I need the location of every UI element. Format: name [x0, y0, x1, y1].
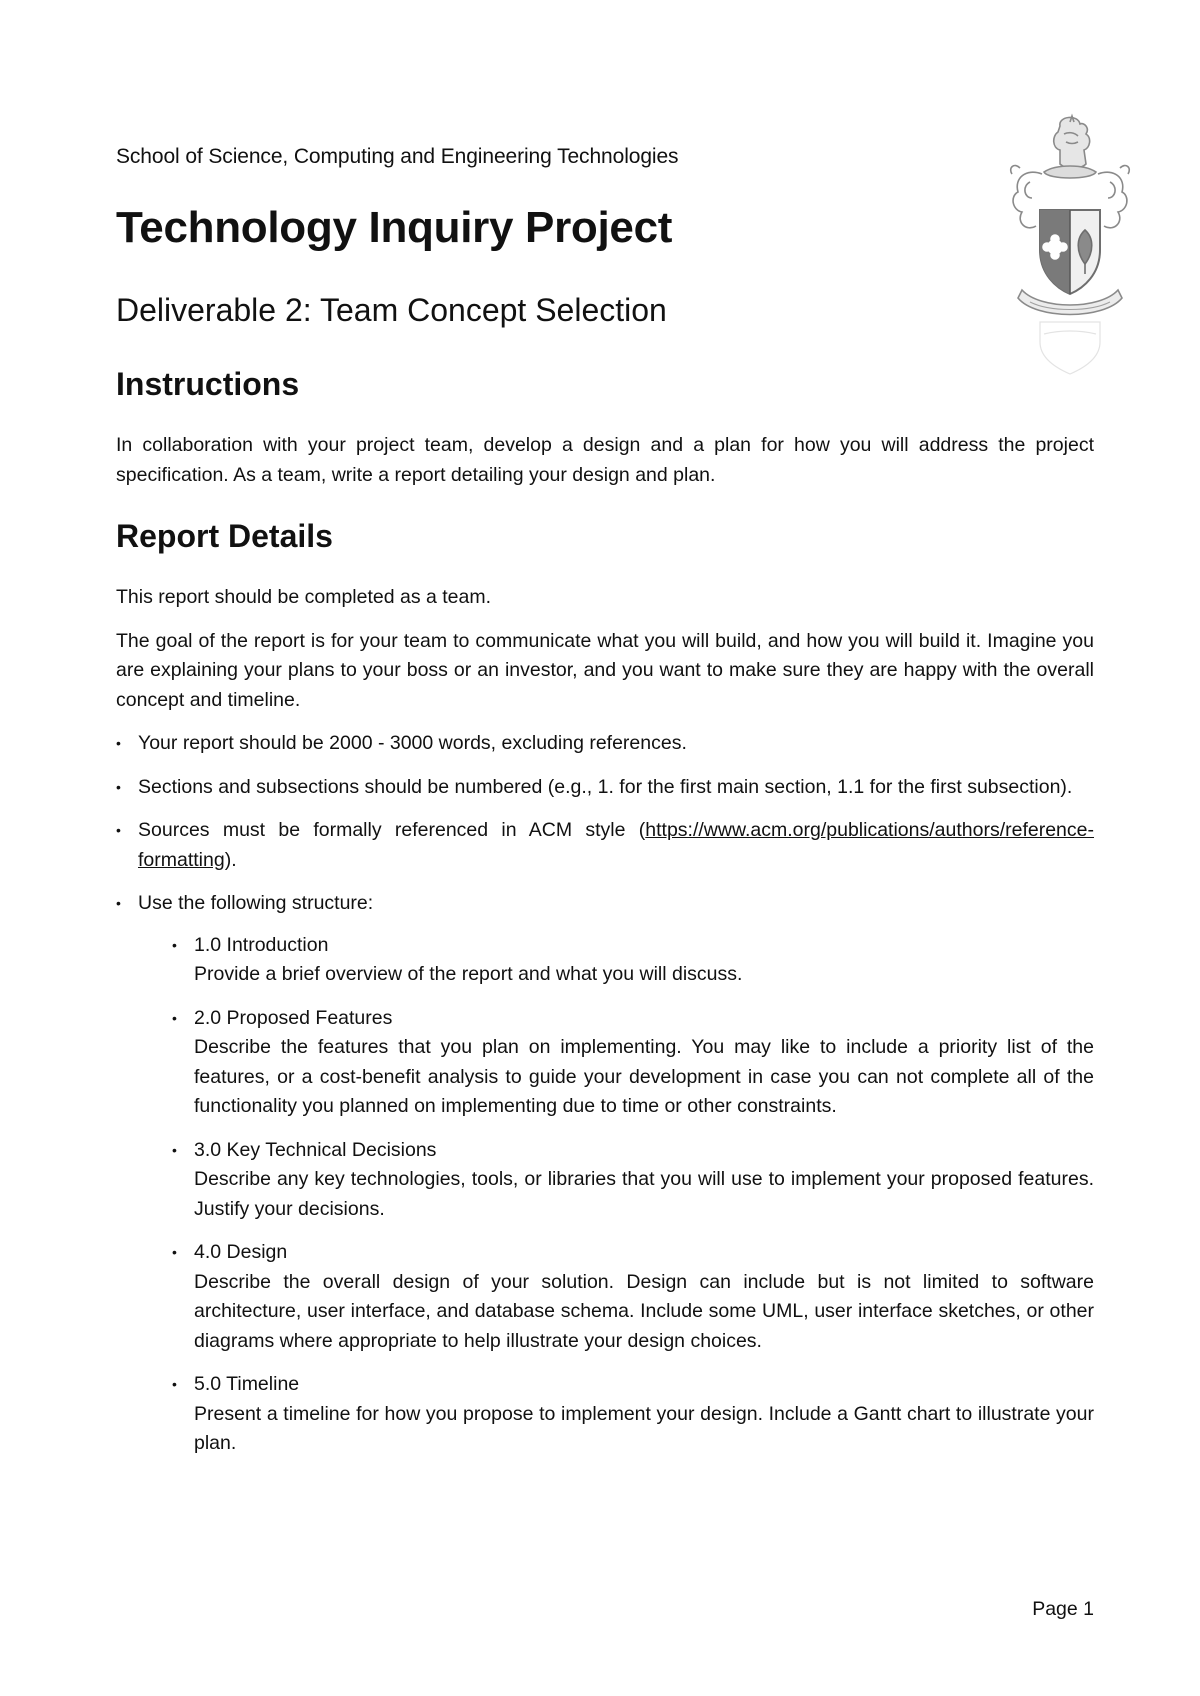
section-description: Describe the overall design of your solution. Design can include but is not limited to software architecture, user interface, and database schema. Include some UML, user interface sketches, or other diagrams where appropriate to help illustrate your design choices. — [194, 1270, 1094, 1352]
acm-reference-link[interactable]: https://www.acm.org/publications/authors/reference-formatting — [138, 819, 1094, 871]
structure-label: Use the following structure: — [138, 892, 374, 914]
report-intro-paragraph: This report should be completed as a team. — [116, 586, 492, 608]
list-item-references — [116, 816, 1094, 875]
page-number: Page 1 — [1032, 1598, 1094, 1620]
deliverable-subtitle: Deliverable 2: Team Concept Selection — [116, 292, 667, 328]
list-item-numbering: • Sections and subsections should be numbered (e.g., 1. for the first main section, 1.1 for the first subsection). — [116, 773, 1094, 803]
university-crest-logo — [1000, 112, 1140, 392]
section-title: • 2.0 Proposed Features — [194, 1006, 393, 1029]
structure-item-key-technical-decisions — [194, 1136, 1094, 1225]
structure-item-timeline — [194, 1370, 1094, 1459]
report-details-heading: Report Details — [116, 518, 333, 554]
section-description: Present a timeline for how you propose to implement your design. Include a Gantt chart to illustrate your plan. — [194, 1402, 1094, 1454]
structure-item-proposed-features — [194, 1004, 1094, 1122]
list-item-word-count: • Your report should be 2000 - 3000 words, excluding references. — [116, 729, 1094, 759]
section-title: • 3.0 Key Technical Decisions — [194, 1138, 437, 1161]
structure-list — [138, 931, 1094, 1459]
section-description: Provide a brief overview of the report and what you will discuss. — [194, 963, 743, 985]
report-goal-paragraph: The goal of the report is for your team to communicate what you will build, and how you will build it. Imagine you are explaining your plans to your boss or an investor, and you want to make sure they are happy with the overall concept and timeline. — [116, 629, 1094, 711]
document-title: Technology Inquiry Project — [116, 203, 673, 252]
list-item-structure — [116, 889, 1094, 1459]
instructions-heading: Instructions — [116, 366, 300, 402]
report-details-section — [116, 583, 1094, 1473]
school-name: School of Science, Computing and Engineering Technologies — [116, 145, 679, 168]
instructions-paragraph: In collaboration with your project team, develop a design and a plan for how you will address the project specification. As a team, write a report detailing your design and plan. — [116, 434, 1094, 486]
section-title: • 4.0 Design — [194, 1241, 288, 1263]
structure-item-design — [194, 1238, 1094, 1356]
structure-item-introduction — [194, 931, 1094, 990]
section-title: • 5.0 Timeline — [194, 1373, 300, 1395]
section-description: Describe the features that you plan on implementing. You may like to include a priority list of the features, or a cost-benefit analysis to guide your development in case you can not complete all of the functionality you planned on implementing due to time or other constraints. — [194, 1036, 1094, 1117]
references-text-suffix: ). — [224, 848, 237, 871]
section-title: • 1.0 Introduction — [194, 933, 329, 956]
requirements-list — [116, 729, 1094, 1459]
references-text-prefix: Sources must be formally referenced in ACM style ( — [138, 819, 646, 841]
section-description: Describe any key technologies, tools, or libraries that you will use to implement your proposed features. Justify your decisions. — [194, 1168, 1094, 1220]
instructions-section — [116, 431, 1094, 490]
